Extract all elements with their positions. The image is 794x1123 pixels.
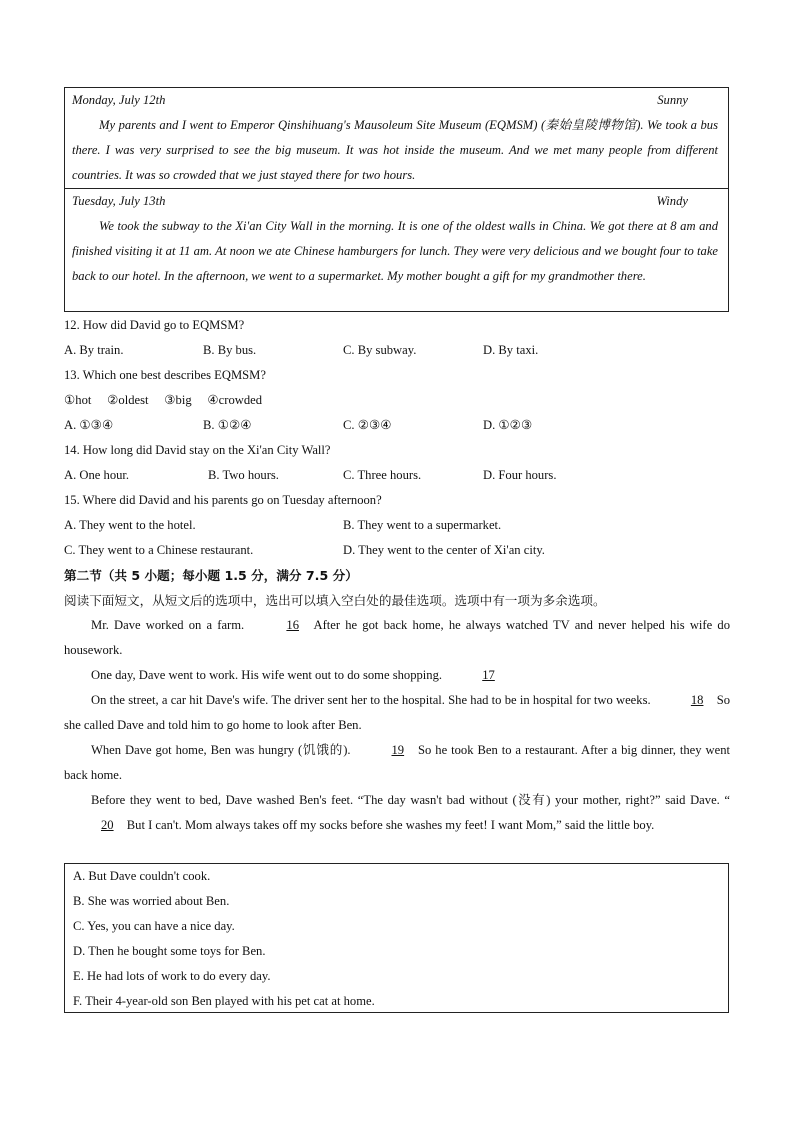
question-13-stem: 13. Which one best describes EQMSM?: [64, 368, 266, 382]
q14-option-b[interactable]: B. Two hours.: [208, 468, 279, 482]
q13-option-a[interactable]: A. ①③④: [64, 418, 114, 432]
q14-option-d[interactable]: D. Four hours.: [483, 468, 557, 482]
question-12-stem: 12. How did David go to EQMSM?: [64, 318, 245, 332]
blank-16[interactable]: 16: [286, 618, 299, 632]
passage-text: Before they went to bed, Dave washed Ben's feet. “The day wasn't bad without (没有) your mother, right?” said Dave. “: [91, 793, 730, 807]
q14-option-a[interactable]: A. One hour.: [64, 468, 130, 482]
q12-option-b[interactable]: B. By bus.: [203, 343, 257, 357]
passage-text: So she called Dave and told him to go home to look after Ben.: [64, 693, 730, 732]
question-14-stem: 14. How long did David stay on the Xi'an City Wall?: [64, 443, 331, 457]
q15-option-b[interactable]: B. They went to a supermarket.: [343, 518, 502, 532]
q12-option-c[interactable]: C. By subway.: [343, 343, 417, 357]
passage-text: On the street, a car hit Dave's wife. The driver sent her to the hospital. She had to be in hospital for two weeks.: [91, 693, 651, 707]
entry-weather: Windy: [656, 194, 688, 208]
q13-option-d[interactable]: D. ①②③: [483, 418, 533, 432]
passage-paragraph-4: [64, 738, 730, 788]
entry-text: We took the subway to the Xi'an City Wall in the morning. It is one of the oldest walls in China. We got there at 8 am and finished visiting it at 11 am. At noon we ate Chinese hamburgers for lunch. They were very delicious and we bought four to take back to our hotel. In the afternoon, we went to a supermarket. My mother bought a gift for my grandmother there.: [72, 219, 718, 283]
q13-items: ①hot ②oldest ③big ④crowded: [64, 393, 263, 407]
passage-paragraph-3: [64, 688, 730, 738]
passage-paragraph-5: [64, 788, 730, 838]
blank-17[interactable]: 17: [482, 668, 495, 682]
entry-text: My parents and I went to Emperor Qinshihuang's Mausoleum Site Museum (EQMSM) (秦始皇陵博物馆). We took a bus there. I was very surprised to see the big museum. It was hot inside the museum. And we met many people from different countries. It was so crowded that we just stayed there for two hours.: [72, 118, 718, 182]
blank-18[interactable]: 18: [690, 693, 704, 707]
passage-text: After he got back home, he always watched TV and never helped his wife do housework.: [64, 618, 730, 657]
choice-b[interactable]: B. She was worried about Ben.: [73, 894, 230, 908]
passage-text: But I can't. Mom always takes off my socks before she washes my feet! I want Mom,” said the little boy.: [126, 818, 655, 832]
passage-text: So he took Ben to a restaurant. After a big dinner, they went back home.: [64, 743, 730, 782]
passage-text: When Dave got home, Ben was hungry (饥饿的).: [91, 743, 351, 757]
choice-e[interactable]: E. He had lots of work to do every day.: [73, 969, 271, 983]
q14-option-c[interactable]: C. Three hours.: [343, 468, 422, 482]
passage-paragraph-2: [64, 663, 730, 688]
entry-header: [72, 88, 688, 113]
blank-20[interactable]: 20: [101, 818, 114, 832]
entry-date: Monday, July 12th: [72, 93, 166, 107]
q13-option-b[interactable]: B. ①②④: [203, 418, 252, 432]
entry-header: [72, 189, 688, 214]
choice-c[interactable]: C. Yes, you can have a nice day.: [73, 919, 235, 933]
section-instruction: 阅读下面短文，从短文后的选项中，选出可以填入空白处的最佳选项。选项中有一项为多余选项。: [64, 593, 606, 608]
passage-text: One day, Dave went to work. His wife went out to do some shopping.: [91, 668, 443, 682]
passage-paragraph-1: [64, 613, 730, 663]
q13-option-c[interactable]: C. ②③④: [343, 418, 392, 432]
section-heading: 第二节（共 5 小题；每小题 1.5 分，满分 7.5 分）: [64, 568, 358, 583]
question-15-stem: 15. Where did David and his parents go on Tuesday afternoon?: [64, 493, 382, 507]
q12-option-d[interactable]: D. By taxi.: [483, 343, 539, 357]
diary-entry-tuesday: [65, 189, 728, 313]
entry-weather: Sunny: [657, 93, 688, 107]
diary-box: [64, 87, 729, 312]
q12-option-a[interactable]: A. By train.: [64, 343, 124, 357]
blank-19[interactable]: 19: [391, 743, 405, 757]
q15-option-a[interactable]: A. They went to the hotel.: [64, 518, 196, 532]
passage-text: Mr. Dave worked on a farm.: [91, 618, 245, 632]
q15-option-d[interactable]: D. They went to the center of Xi'an city.: [343, 543, 545, 557]
q15-option-c[interactable]: C. They went to a Chinese restaurant.: [64, 543, 254, 557]
choice-f[interactable]: F. Their 4-year-old son Ben played with his pet cat at home.: [73, 994, 375, 1008]
choice-d[interactable]: D. Then he bought some toys for Ben.: [73, 944, 266, 958]
entry-date: Tuesday, July 13th: [72, 194, 166, 208]
diary-entry-monday: [65, 88, 728, 189]
choice-a[interactable]: A. But Dave couldn't cook.: [73, 869, 211, 883]
choices-box: [64, 863, 729, 1013]
